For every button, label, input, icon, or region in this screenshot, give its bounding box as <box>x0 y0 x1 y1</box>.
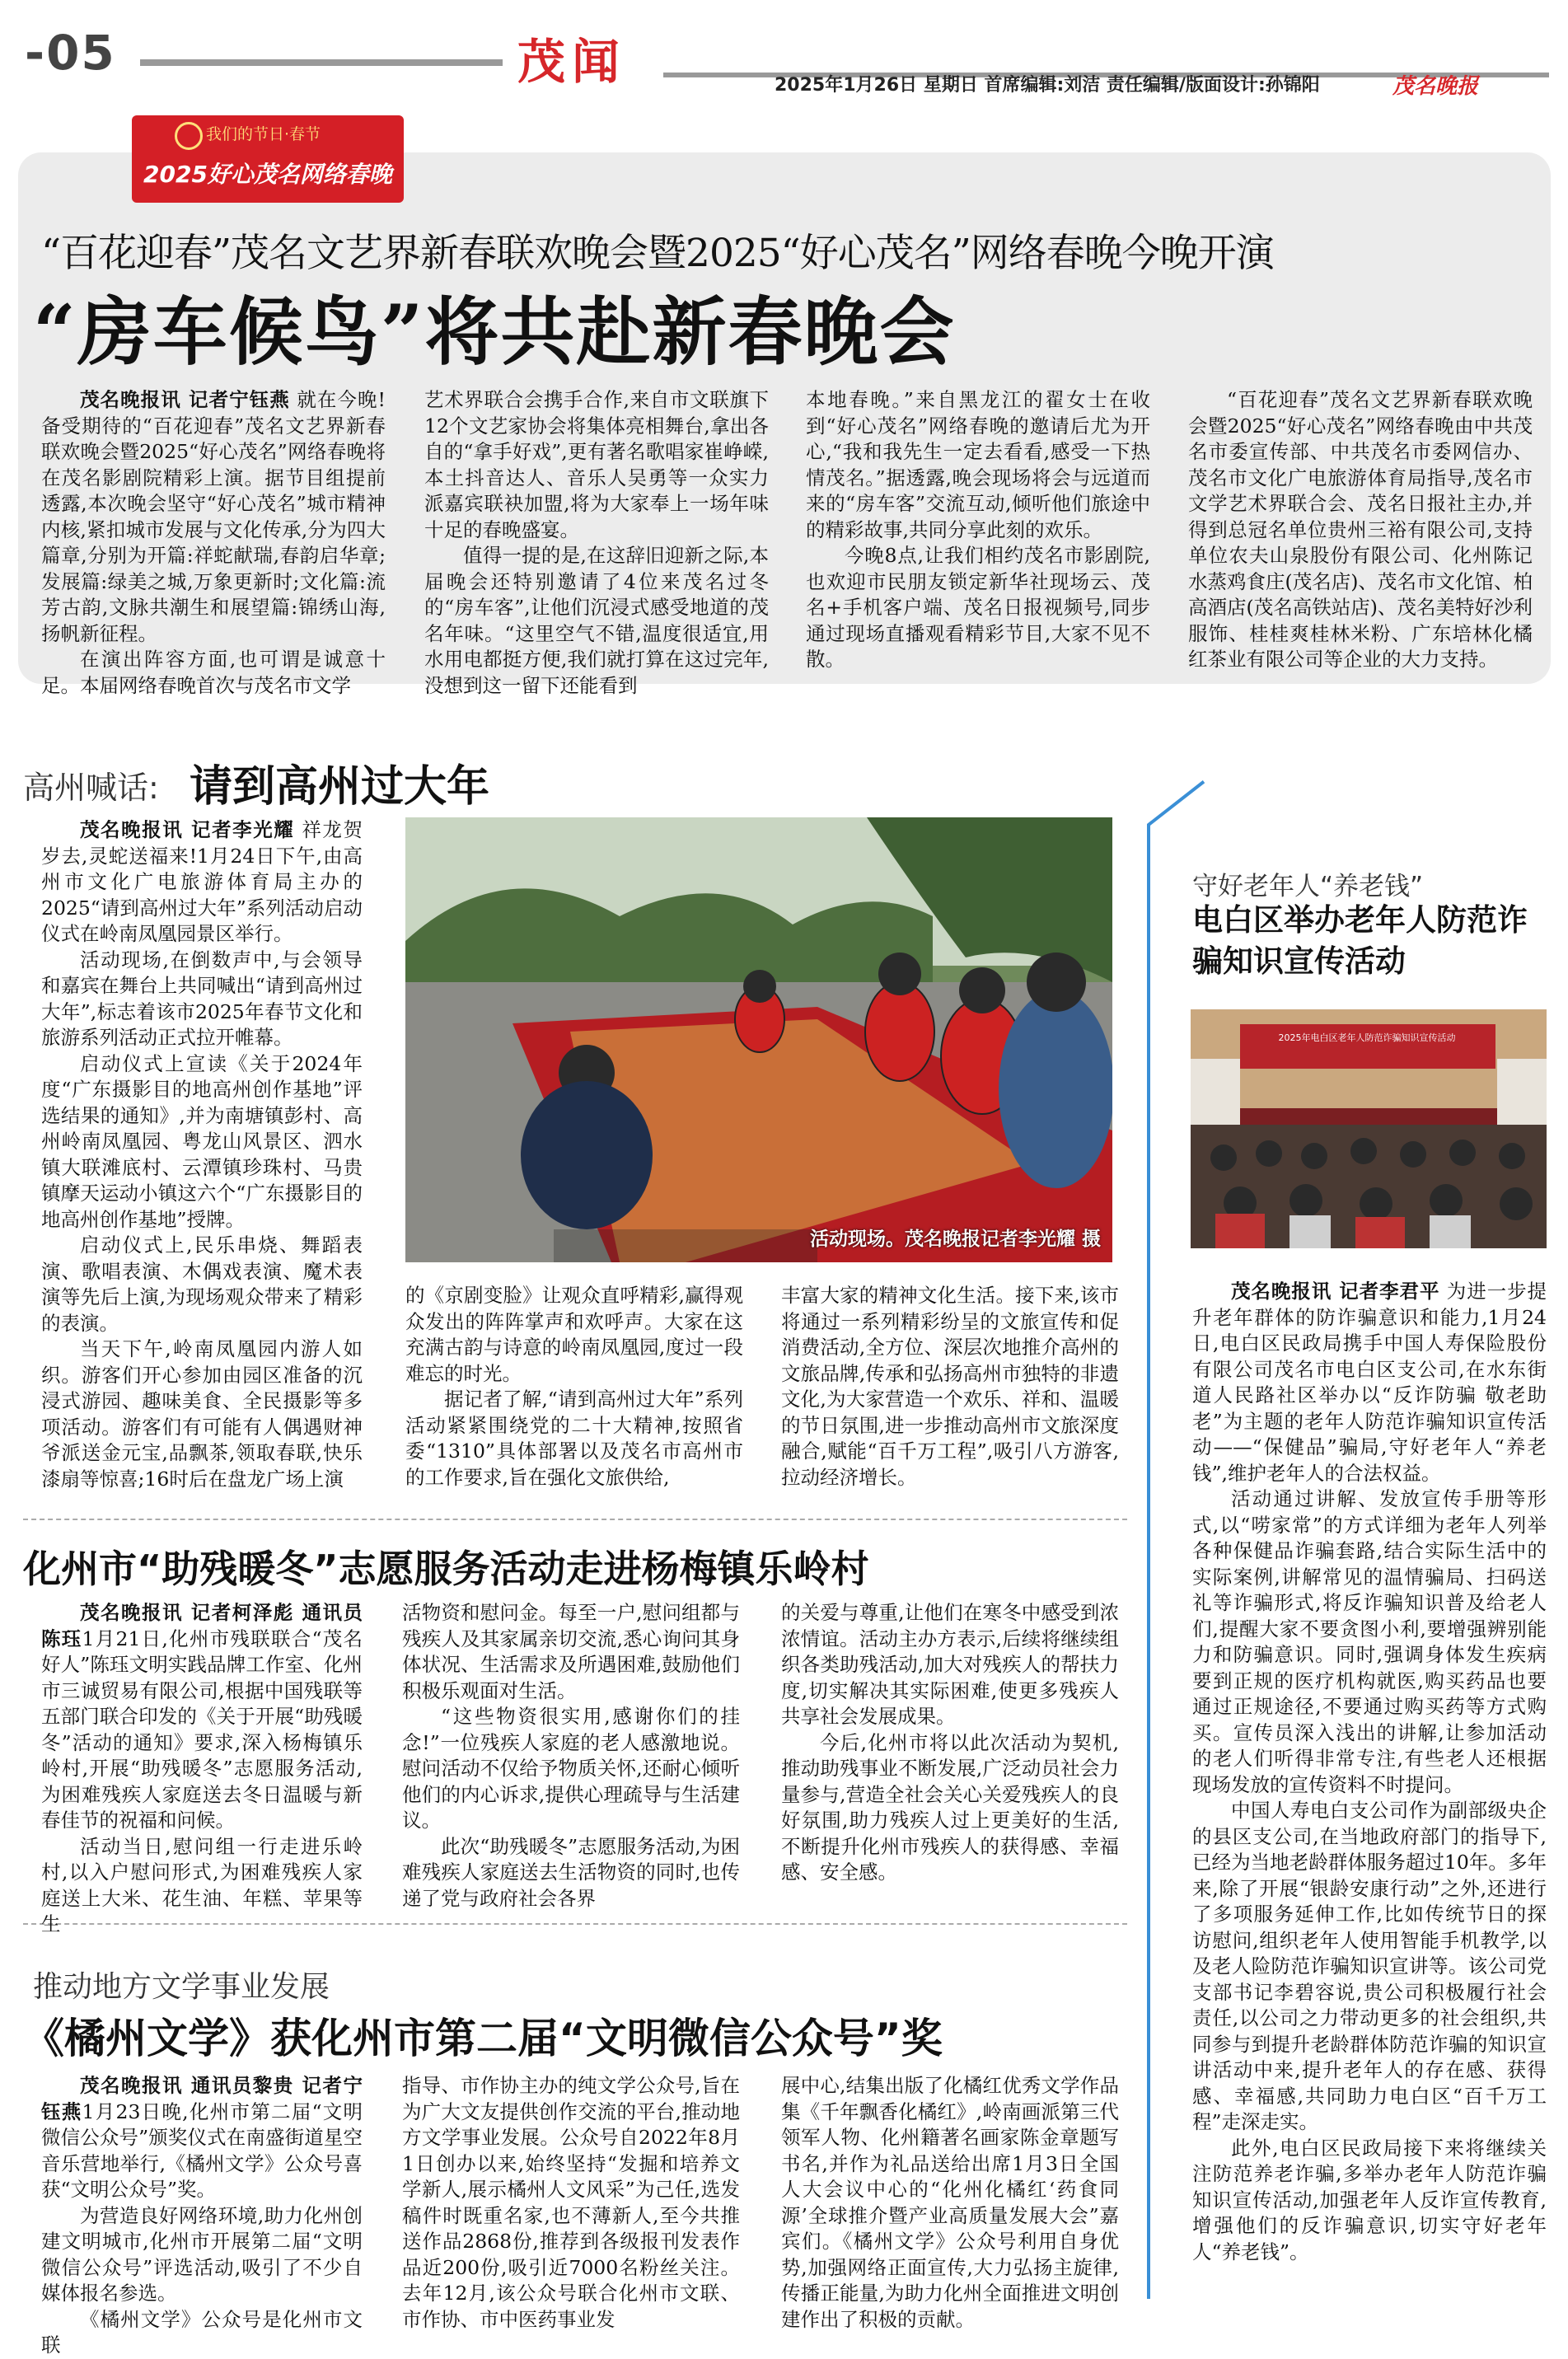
badge-line1: 我们的节日·春节 <box>206 125 321 143</box>
gaozhou-left-col: 茂名晚报讯 记者李光耀 祥龙贺岁去,灵蛇送福来!1月24日下午,由高州市文化广电旅游体育局主办的2025“请到高州过大年”系列活动启动仪式在岭南凤凰园景区举行。 活动现场,在倒数声中,与会领导和嘉宾在舞台上共同喊出“请到高州过大年”,标志着该市2025年春节文化和旅游系列活动正式拉开帷幕。 启动仪式上宣读《关于2024年度“广东摄影目的地高州创作基地”评选结果的通知》,并为南塘镇彭村、高州岭南凤凰园、粤龙山风景区、泗水镇大联滩底村、云潭镇珍珠村、马贵镇摩天运动小镇这六个“广东摄影目的地高州创作基地”授牌。 启动仪式上,民乐串烧、舞蹈表演、歌唱表演、木偶戏表演、魔术表演等先后上演,为现场观众带来了精彩的表演。 当天下午,岭南凤凰园内游人如织。游客们开心参加由园区准备的沉浸式游园、趣味美食、全民摄影等多项活动。游客们有可能有人偶遇财神爷派送金元宝,品飘茶,领取春联,快乐漆扇等惊喜;16时后在盘龙广场上演 <box>41 818 363 1491</box>
gaozhou-photo <box>405 817 1112 1262</box>
gaozhou-kicker: 高州喊话: <box>23 770 159 806</box>
seminar-room-photo <box>1191 1009 1547 1248</box>
masthead-rule-left <box>140 59 503 66</box>
page-number: -05 <box>25 25 116 81</box>
gaozhou-headline: 请到高州过大年 <box>190 762 490 812</box>
sidebar-kicker: 守好老年人“养老钱” <box>1192 872 1424 901</box>
huazhou-col-2: 活物资和慰问金。每至一户,慰问组都与残疾人及其家属亲切交流,悉心询问其身体状况、生活需求及所遇困难,鼓励他们积极乐观面对生活。 “这些物资很实用,感谢你们的挂念!”一位残疾人家庭的老人感激地说。慰问活动不仅给予物质关怀,还耐心倾听他们的内心诉求,提供心理疏导与生活建议。 此次“助残暖冬”志愿服务活动,为困难残疾人家庭送去生活物资的同时,也传递了党与政府社会各界 <box>402 1601 740 1910</box>
juzhou-kicker: 推动地方文学事业发展 <box>33 1970 330 2004</box>
paper-name: 茂名晚报 <box>1392 74 1479 99</box>
gaozhou-right-col: 丰富大家的精神文化生活。接下来,该市将通过一系列精彩纷呈的文旅宣传和促消费活动,全方位、深层次地推介高州的文旅品牌,传承和弘扬高州市独特的非遗文化,为大家营造一个欢乐、祥和、温暖的节日氛围,进一步推动高州市文旅深度融合,赋能“百千万工程”,吸引八方游客,拉动经济增长。 <box>781 1284 1119 1489</box>
juzhou-headline: 《橘州文学》获化州市第二届“文明微信公众号”奖 <box>23 2015 943 2062</box>
section-name: 茂闻 <box>517 34 627 90</box>
huazhou-col-3: 的关爱与尊重,让他们在寒冬中感受到浓浓情谊。活动主办方表示,后续将继续组织各类助残活动,加大对残疾人的帮扶力度,切实解决其实际困难,使更多残疾人共享社会发展成果。 今后,化州市将以此次活动为契机,推动助残事业不断发展,广泛动员社会力量参与,营造全社会关心关爱残疾人的良好氛围,助力残疾人过上更美好的生活,不断提升化州市残疾人的获得感、幸福感、安全感。 <box>781 1601 1119 1884</box>
huazhou-col-1: 茂名晚报讯 记者柯泽彪 通讯员陈珏1月21日,化州市残联联合“茂名好人”陈珏文明实践品牌工作室、化州市三诚贸易有限公司,根据中国残联等五部门联合印发的《关于开展“助残暖冬”活动的通知》要求,深入杨梅镇乐岭村,开展“助残暖冬”志愿服务活动,为困难残疾人家庭送去冬日温暖与新春佳节的祝福和问候。 活动当日,慰问组一行走进乐岭村,以入户慰问形式,为困难残疾人家庭送上大米、花生油、年糕、苹果等生 <box>41 1601 363 1935</box>
issue-info: 2025年1月26日 星期日 首席编辑:刘洁 责任编辑/版面设计:孙锦阳 <box>775 75 1320 96</box>
sidebar-divider <box>1147 824 1150 2299</box>
lead-col-3: 本地春晚。”来自黑龙江的翟女士在收到“好心茂名”网络春晚的邀请后尤为开心,“我和我先生一定去看看,感受一下热情茂名。”据透露,晚会现场将会与远道而来的“房车客”交流互动,倾听他们旅途中的精彩故事,共同分享此刻的欢乐。 今晚8点,让我们相约茂名市影剧院,也欢迎市民朋友锁定新华社现场云、茂名+手机客户端、茂名日报视频号,同步通过现场直播观看精彩节目,大家不见不散。 <box>806 388 1150 671</box>
lead-headline: “房车候鸟”将共赴新春晚会 <box>33 288 956 376</box>
event-badge <box>132 115 404 203</box>
juzhou-col-3: 展中心,结集出版了化橘红优秀文学作品集《千年飘香化橘红》,岭南画派第三代领军人物、化州籍著名画家陈金章题写书名,并作为礼品送给出席1月3日全国人大会议中心的“化州化橘红‘药食同源’全球推介暨产业高质量发展大会”嘉宾们。《橘州文学》公众号利用自身优势,加强网络正面宣传,大力弘扬主旋律,传播正能量,为助力化州全面推进文明创建作出了积极的贡献。 <box>781 2074 1119 2331</box>
badge-line2: 2025好心茂名网络春晚 <box>143 161 392 188</box>
gaozhou-mid-col: 的《京剧变脸》让观众直呼精彩,赢得观众发出的阵阵掌声和欢呼声。大家在这充满古韵与诗意的岭南凤凰园,度过一段难忘的时光。 据记者了解,“请到高州过大年”系列活动紧紧围绕党的二十大精神,按照省委“1310”具体部署以及茂名市高州市的工作要求,旨在强化文旅供给, <box>405 1284 743 1489</box>
lead-col-1: 茂名晚报讯 记者宁钰燕 就在今晚!备受期待的“百花迎春”茂名文艺界新春联欢晚会暨2025“好心茂名”网络春晚将在茂名影剧院精彩上演。据节目组提前透露,本次晚会坚守“好心茂名”城市精神内核,紧扣城市发展与文化传承,分为四大篇章,分别为开篇:祥蛇献瑞,春韵启华章;发展篇:绿美之城,万象更新时;文化篇:流芳古韵,文脉共潮生和展望篇:锦绣山海,扬帆新征程。 在演出阵容方面,也可谓是诚意十足。本届网络春晚首次与茂名市文学 <box>41 388 386 697</box>
juzhou-col-2: 指导、市作协主办的纯文学公众号,旨在为广大文友提供创作交流的平台,推动地方文学事业发展。公众号自2022年8月1日创办以来,始终坚持“发掘和培养文学新人,展示橘州人文风采”为己任,选发稿件时既重名家,也不薄新人,至今共推送作品2868份,推荐到各级报刊发表作品近200份,吸引近7000名粉丝关注。去年12月,该公众号联合化州市文联、市作协、市中医药事业发 <box>402 2074 740 2331</box>
sidebar-body: 茂名晚报讯 记者李君平 为进一步提升老年群体的防诈骗意识和能力,1月24日,电白区民政局携手中国人寿保险股份有限公司茂名市电白区支公司,在水东街道人民路社区举办以“反诈防骗 敬老助老”为主题的老年人防范诈骗知识宣传活动——“保健品”骗局,守好老年人“养老钱”,维护老年人的合法权益。 活动通过讲解、发放宣传手册等形式,以“唠家常”的方式详细为老年人列举各种保健品诈骗套路,结合实际生活中的实际案例,讲解常见的温情骗局、扫码送礼等诈骗形式,将反诈骗知识普及给老人们,提醒大家不要贪图小利,要增强辨别能力和防骗意识。同时,强调身体发生疾病要到正规的医疗机构就医,购买药品也要通过正规途径,不要通过购买药等方式购买。宣传员深入浅出的讲解,让参加活动的老人们听得非常专注,有些老人还根据现场发放的宣传资料不时提问。 中国人寿电白支公司作为副部级央企的县区支公司,在当地政府部门的指导下,已经为当地老龄群体服务超过10年。多年来,除了开展“银龄安康行动”之外,还进行了多项服务延伸工作,比如传统节日的探访慰问,组织老年人使用智能手机教学,以及老人险防范诈骗知识宣讲等。该公司党支部书记李碧容说,贵公司积极履行社会责任,以公司之力带动更多的社会组织,共同参与到提升老龄群体防范诈骗的知识宣讲活动中来,提升老年人的存在感、获得感、幸福感,共同助力电白区“百千万工程”走深走实。 此外,电白区民政局接下来将继续关注防范养老诈骗,多举办老年人防范诈骗知识宣传活动,加强老年人反诈宣传教育,增强他们的反诈骗意识,切实守好老年人“养老钱”。 <box>1192 1280 1547 2263</box>
badge-logo-icon <box>175 122 203 150</box>
separator-1 <box>23 1519 1127 1520</box>
huazhou-headline: 化州市“助残暖冬”志愿服务活动走进杨梅镇乐岭村 <box>23 1547 869 1591</box>
lead-col-2: 艺术界联合会携手合作,来自市文联旗下12个文艺家协会将集体亮相舞台,拿出各自的“拿手好戏”,更有著名歌唱家崔峥嵘,本土抖音达人、音乐人吴勇等一众实力派嘉宾联袂加盟,将为大家奉上一场年味十足的春晚盛宴。 值得一提的是,在这辞旧迎新之际,本届晚会还特别邀请了4位来茂名过冬的“房车客”,让他们沉浸式感受地道的茂名年味。“这里空气不错,温度很适宜,用水用电都挺方便,我们就打算在这过完年,没想到这一留下还能看到 <box>424 388 769 697</box>
masthead <box>0 0 1568 99</box>
sidebar-photo-banner: 2025年电白区老年人防范诈骗知识宣传活动 <box>1278 1032 1456 1043</box>
sidebar-headline: 电白区举办老年人防范诈骗知识宣传活动 <box>1192 902 1528 979</box>
lead-col-4: “百花迎春”茂名文艺界新春联欢晚会暨2025“好心茂名”网络春晚由中共茂名市委宣传部、中共茂名市委网信办、茂名市文化广电旅游体育局指导,茂名市文学艺术界联合会、茂名日报社主办,并得到总冠名单位贵州三裕有限公司,支持单位农夫山泉股份有限公司、化州陈记水蒸鸡食庄(茂名店)、茂名市文化馆、柏高酒店(茂名高铁站店)、茂名美特好沙利服饰、桂桂爽桂林米粉、广东培林化橘红茶业有限公司等企业的大力支持。 <box>1188 388 1533 671</box>
calligraphy-event-photo <box>405 817 1112 1262</box>
sidebar-top-line <box>1147 780 1205 826</box>
lead-subtitle: “百花迎春”茂名文艺界新春联欢晚会暨2025“好心茂名”网络春晚今晚开演 <box>41 231 1274 276</box>
juzhou-col-1: 茂名晚报讯 通讯员黎贵 记者宁钰燕1月23日晚,化州市第二届“文明微信公众号”颁奖仪式在南盛街道星空音乐营地举行,《橘州文学》公众号喜获“文明公众号”奖。 为营造良好网络环境,助力化州创建文明城市,化州市开展第二届“文明微信公众号”评选活动,吸引了不少自媒体报名参选。 《橘州文学》公众号是化州市文联 <box>41 2074 363 2357</box>
gaozhou-photo-caption: 活动现场。茂名晚报记者李光耀 摄 <box>809 1229 1101 1250</box>
sidebar-photo <box>1191 1009 1547 1248</box>
